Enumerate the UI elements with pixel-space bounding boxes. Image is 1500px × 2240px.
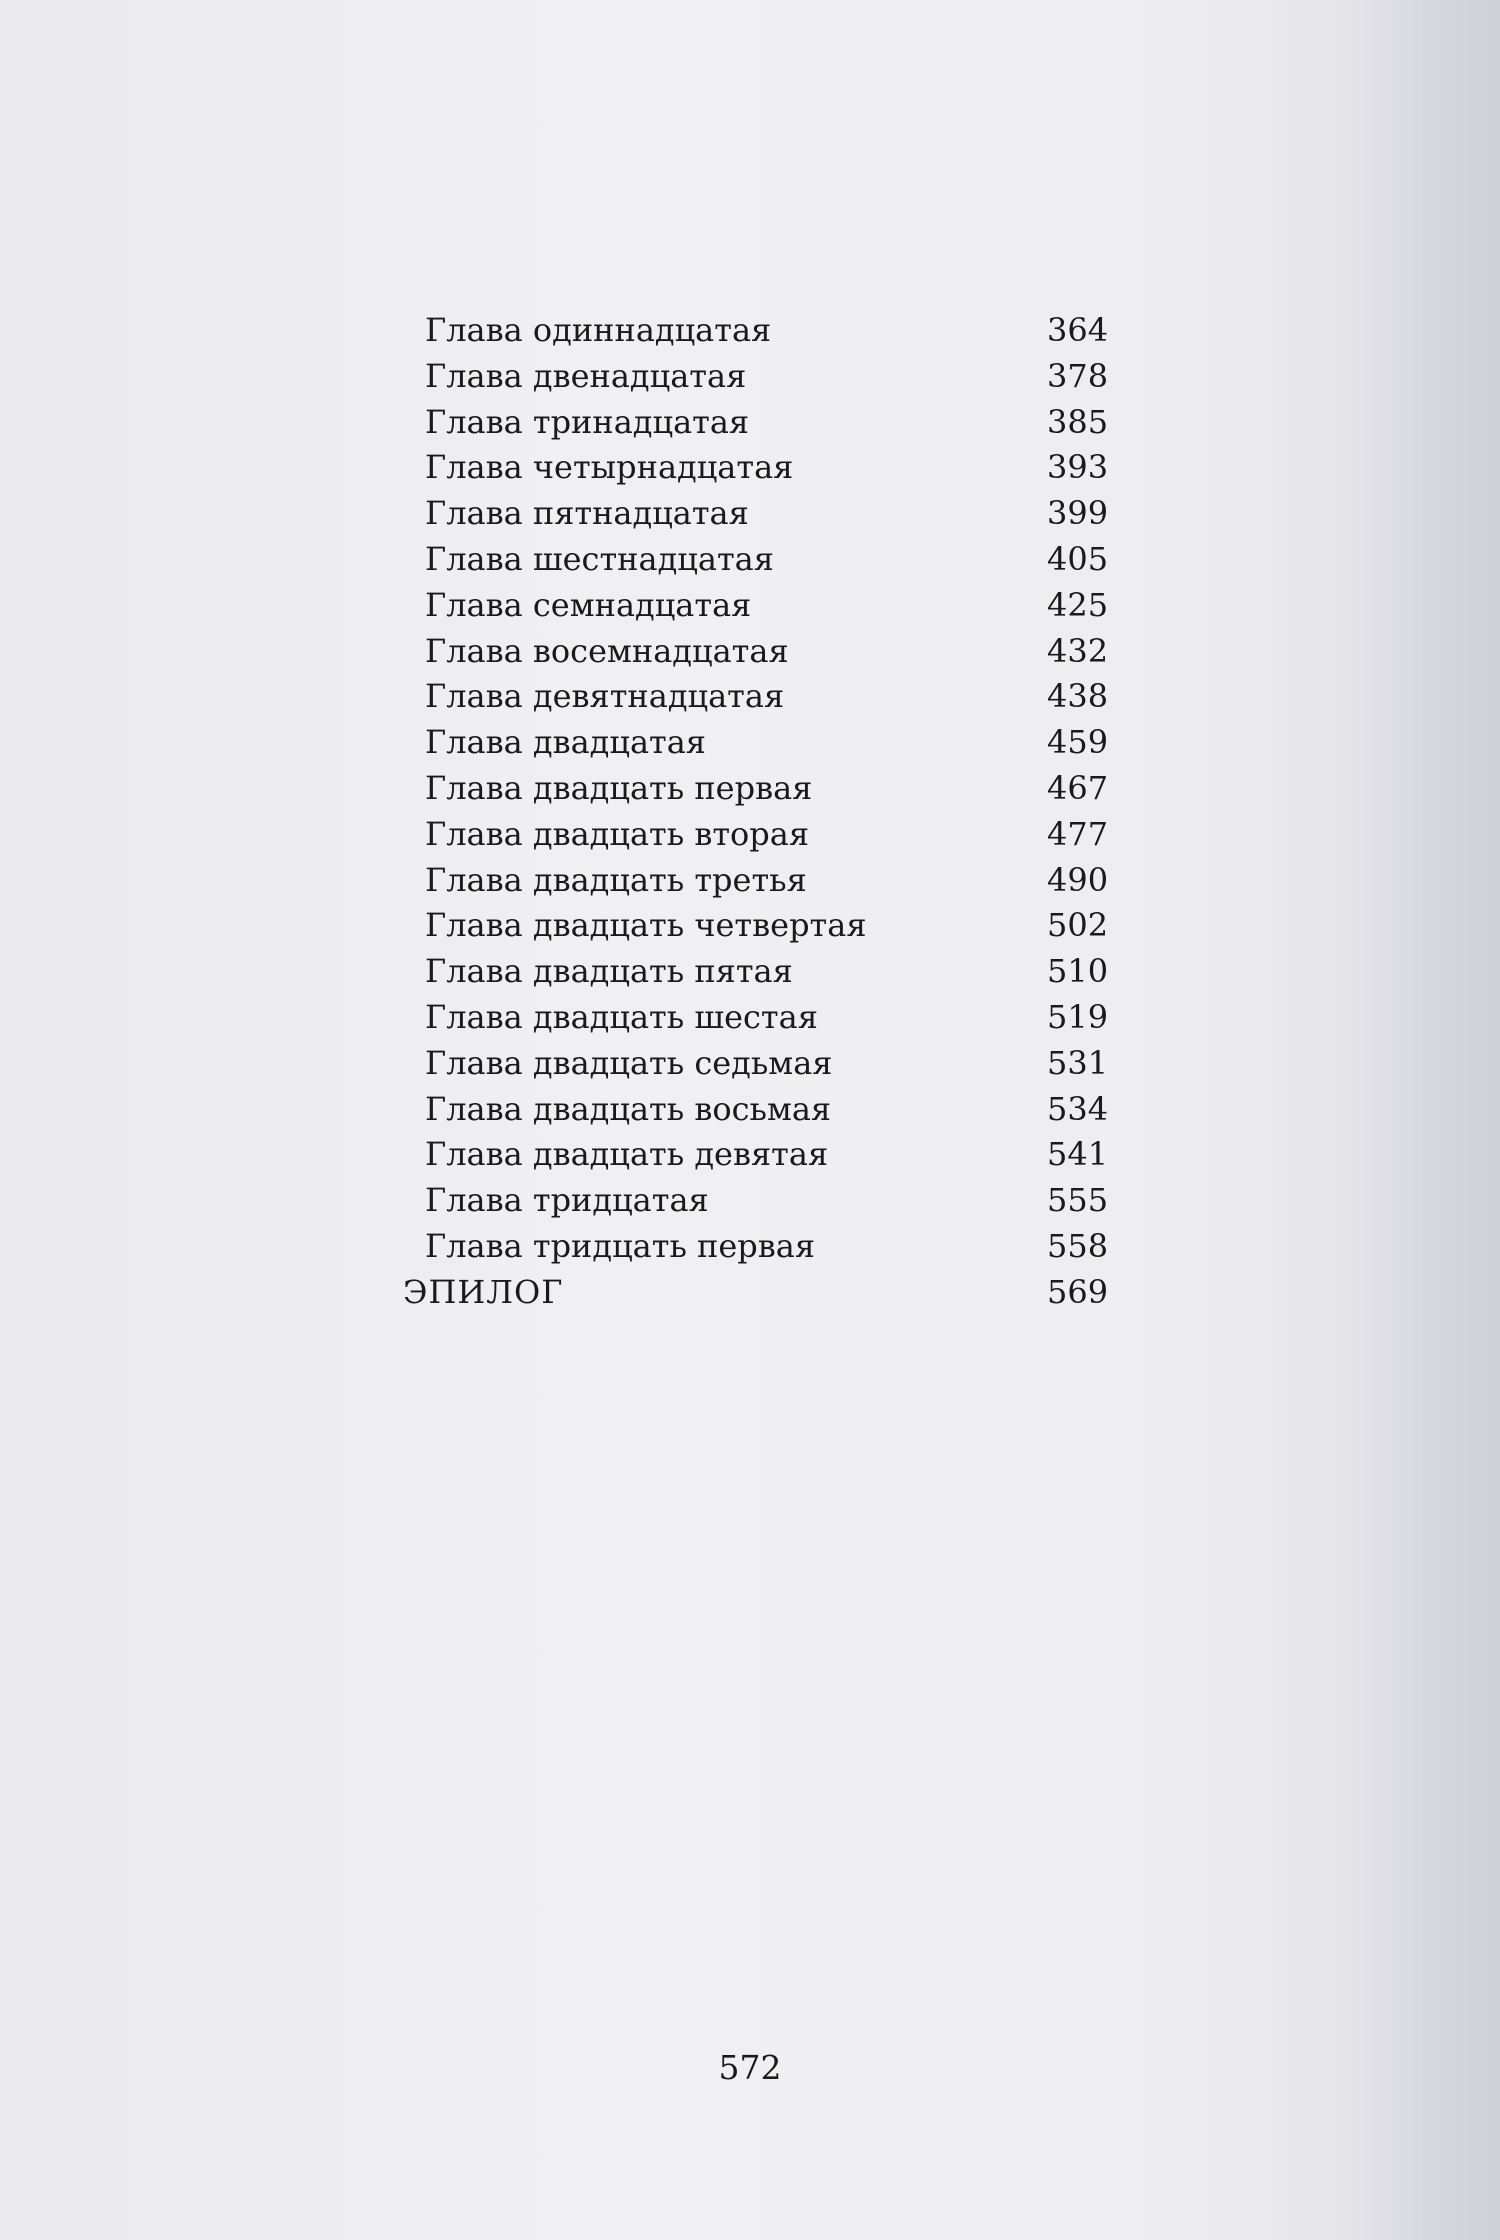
toc-entry-page: 425 bbox=[1047, 585, 1109, 624]
toc-entry-25 bbox=[425, 949, 1127, 995]
toc-entry-20 bbox=[425, 720, 1127, 766]
toc-entry-page: 510 bbox=[1047, 952, 1109, 991]
toc-entry-page: 555 bbox=[1047, 1181, 1109, 1220]
toc-entry-page: 490 bbox=[1047, 860, 1109, 899]
toc-entry-title: Глава тринадцатая bbox=[425, 402, 750, 441]
table-of-contents bbox=[403, 308, 1127, 1316]
toc-entry-24 bbox=[425, 903, 1127, 949]
toc-entry-page: 385 bbox=[1047, 402, 1109, 441]
toc-entry-page: 569 bbox=[1047, 1272, 1109, 1311]
toc-entry-27 bbox=[425, 1041, 1127, 1087]
toc-entry-29 bbox=[425, 1132, 1127, 1178]
toc-entry-18 bbox=[425, 629, 1127, 675]
toc-entry-page: 459 bbox=[1047, 723, 1109, 762]
toc-entry-13 bbox=[425, 400, 1127, 446]
toc-entry-12 bbox=[425, 354, 1127, 400]
toc-entry-14 bbox=[425, 445, 1127, 491]
toc-entry-page: 432 bbox=[1047, 631, 1109, 670]
toc-entry-page: 405 bbox=[1047, 539, 1109, 578]
toc-entry-title: Глава тридцать первая bbox=[425, 1226, 816, 1265]
toc-entry-23 bbox=[425, 858, 1127, 904]
toc-entry-page: 531 bbox=[1047, 1043, 1109, 1082]
toc-entry-title: Глава двенадцатая bbox=[425, 356, 747, 395]
toc-entry-title: Глава шестнадцатая bbox=[425, 539, 774, 578]
toc-entry-title: Глава пятнадцатая bbox=[425, 494, 749, 533]
toc-entry-15 bbox=[425, 491, 1127, 537]
toc-entry-title: Глава семнадцатая bbox=[425, 585, 752, 624]
toc-entry-30 bbox=[425, 1178, 1127, 1224]
toc-entry-11 bbox=[425, 308, 1127, 354]
toc-entry-16 bbox=[425, 537, 1127, 583]
toc-entry-page: 467 bbox=[1047, 768, 1109, 807]
page-number: 572 bbox=[718, 2048, 782, 2087]
toc-entry-title: Глава двадцать девятая bbox=[425, 1135, 829, 1174]
toc-entry-title: Глава двадцать седьмая bbox=[425, 1043, 833, 1082]
toc-entry-page: 438 bbox=[1047, 677, 1109, 716]
toc-entry-title: Глава девятнадцатая bbox=[425, 677, 785, 716]
toc-entry-title: Глава одиннадцатая bbox=[425, 311, 772, 349]
toc-entry-title: Глава четырнадцатая bbox=[425, 448, 794, 487]
toc-entry-title: Глава двадцать третья bbox=[425, 860, 807, 899]
toc-entry-page: 558 bbox=[1047, 1226, 1109, 1265]
toc-entry-page: 541 bbox=[1047, 1135, 1109, 1174]
toc-entry-19 bbox=[425, 674, 1127, 720]
toc-entry-21 bbox=[425, 766, 1127, 812]
toc-entry-epilogue bbox=[403, 1270, 1127, 1316]
toc-entry-22 bbox=[425, 812, 1127, 858]
toc-entry-title: Глава двадцать четвертая bbox=[425, 906, 867, 945]
page-edge-shadow bbox=[1330, 0, 1500, 2240]
toc-entry-page: 477 bbox=[1047, 814, 1109, 853]
toc-entry-title: Глава двадцать восьмая bbox=[425, 1089, 832, 1128]
toc-entry-28 bbox=[425, 1087, 1127, 1133]
toc-entry-page: 519 bbox=[1047, 997, 1109, 1036]
toc-entry-title: Глава двадцать вторая bbox=[425, 814, 810, 853]
toc-entry-page: 534 bbox=[1047, 1089, 1109, 1128]
toc-entry-title: Глава тридцатая bbox=[425, 1181, 709, 1220]
toc-entry-26 bbox=[425, 995, 1127, 1041]
toc-entry-page: 399 bbox=[1047, 494, 1109, 533]
toc-entry-page: 502 bbox=[1047, 906, 1109, 945]
toc-entry-31 bbox=[425, 1224, 1127, 1270]
toc-entry-title: Глава двадцатая bbox=[425, 723, 706, 762]
toc-entry-title: Глава восемнадцатая bbox=[425, 631, 789, 670]
toc-entry-page: 393 bbox=[1047, 448, 1109, 487]
toc-entry-title: Глава двадцать пятая bbox=[425, 952, 793, 991]
toc-entry-page: 364 bbox=[1047, 311, 1109, 349]
toc-entry-title: Глава двадцать первая bbox=[425, 768, 813, 807]
toc-entry-title: Глава двадцать шестая bbox=[425, 997, 818, 1036]
toc-entry-17 bbox=[425, 583, 1127, 629]
toc-entry-title: ЭПИЛОГ bbox=[403, 1272, 564, 1311]
toc-entry-page: 378 bbox=[1047, 356, 1109, 395]
